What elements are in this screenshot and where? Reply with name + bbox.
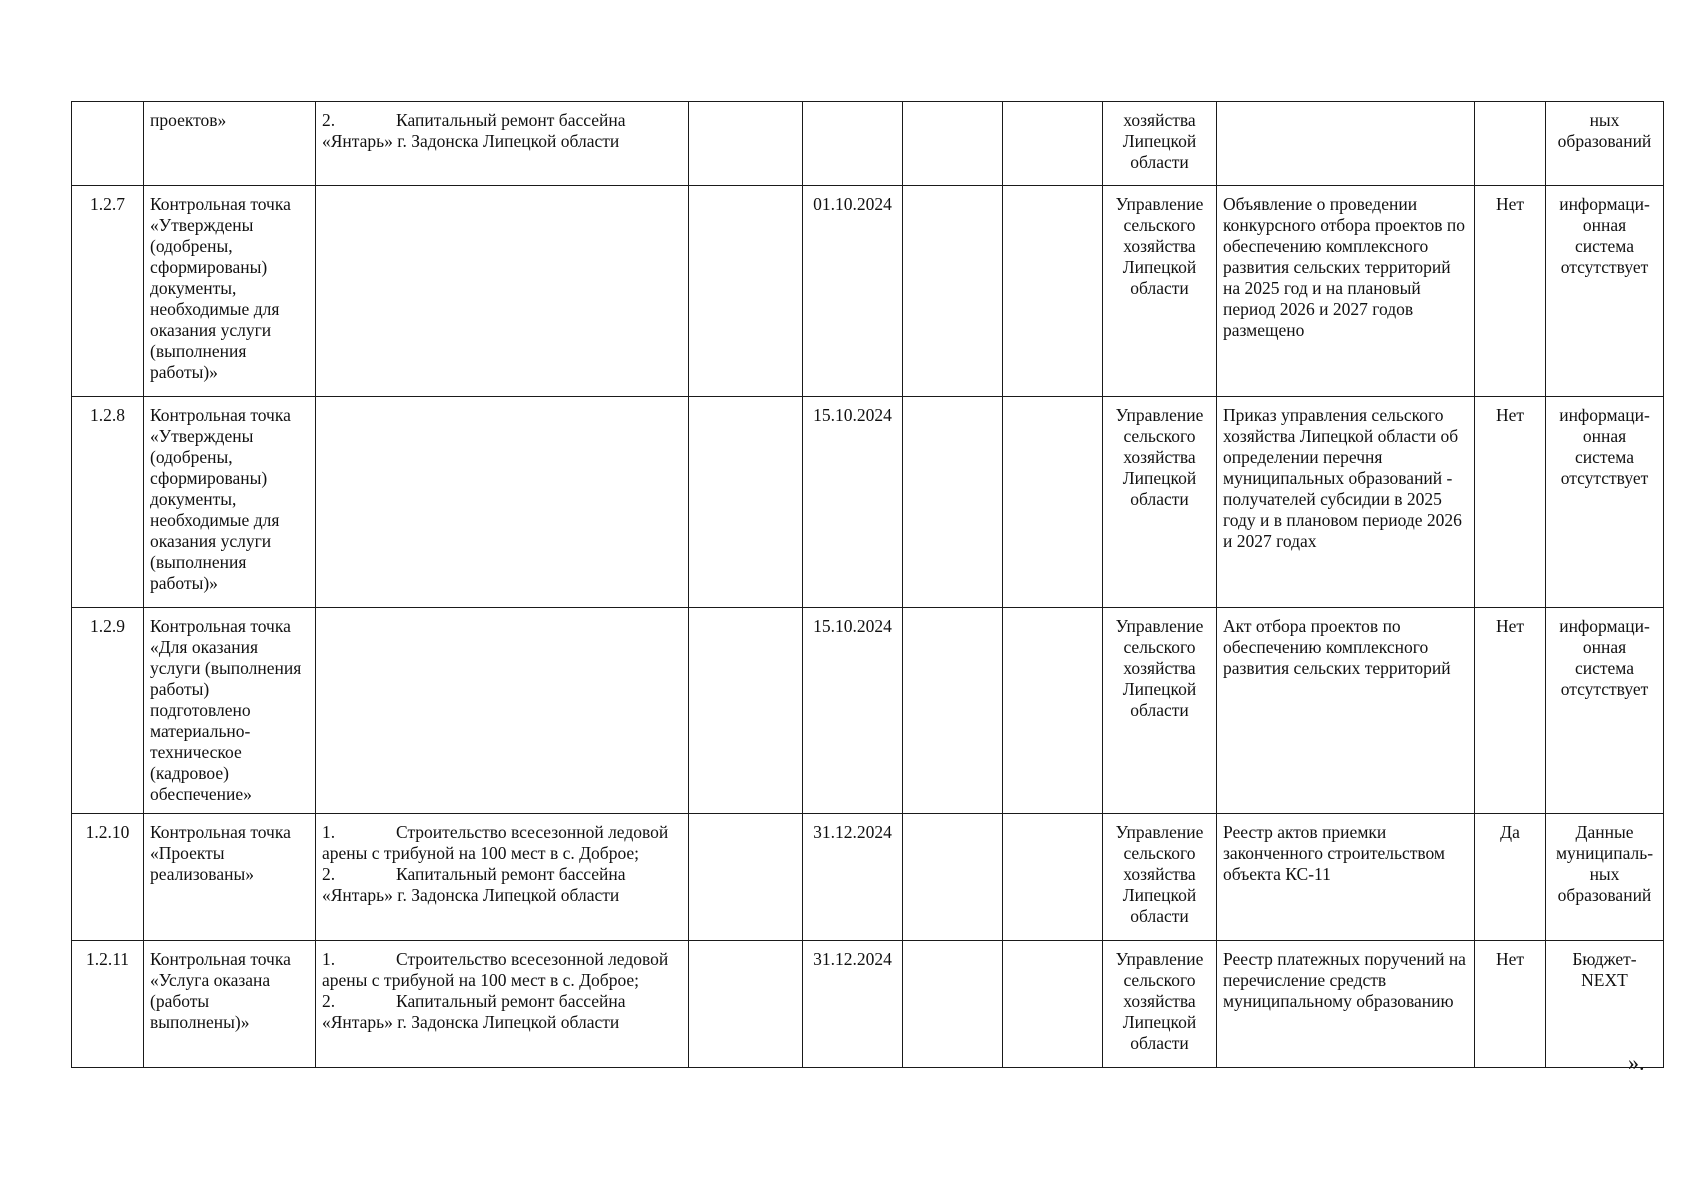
control-point-name: Контрольная точка «Услуга оказана (работы выполнены)» xyxy=(144,941,316,1068)
row-number: 1.2.9 xyxy=(72,608,144,814)
responsible-body: хозяйства Липецкой области xyxy=(1103,102,1217,186)
closing-quote-mark: ». xyxy=(1628,1050,1645,1075)
objects-list xyxy=(316,608,689,814)
due-date: 31.12.2024 xyxy=(803,941,903,1068)
confirming-document: Реестр платежных поручений на перечисление средств муниципальному образованию xyxy=(1217,941,1475,1068)
row-number: 1.2.7 xyxy=(72,186,144,397)
due-date xyxy=(803,102,903,186)
row-number: 1.2.11 xyxy=(72,941,144,1068)
confirming-document xyxy=(1217,102,1475,186)
empty-cell xyxy=(689,102,803,186)
object-item xyxy=(322,949,682,991)
object-item-number: 1. xyxy=(322,949,336,969)
yes-no-flag: Да xyxy=(1475,814,1546,941)
table-row xyxy=(72,186,1664,397)
empty-cell xyxy=(689,608,803,814)
object-item-number: 2. xyxy=(322,864,336,884)
object-item xyxy=(322,822,682,864)
empty-cell xyxy=(689,814,803,941)
table-row xyxy=(72,102,1664,186)
objects-list xyxy=(316,102,689,186)
due-date: 15.10.2024 xyxy=(803,608,903,814)
yes-no-flag xyxy=(1475,102,1546,186)
empty-cell xyxy=(1003,608,1103,814)
table-row xyxy=(72,397,1664,608)
control-points-table xyxy=(71,101,1664,1068)
information-system: информаци-онная система отсутствует xyxy=(1546,397,1664,608)
responsible-body: Управление сельского хозяйства Липецкой области xyxy=(1103,941,1217,1068)
empty-cell xyxy=(689,941,803,1068)
yes-no-flag: Нет xyxy=(1475,186,1546,397)
object-item-number: 2. xyxy=(322,991,336,1011)
objects-list xyxy=(316,941,689,1068)
information-system: информаци-онная система отсутствует xyxy=(1546,186,1664,397)
information-system: информаци-онная система отсутствует xyxy=(1546,608,1664,814)
information-system: Данные муниципаль-ных образований xyxy=(1546,814,1664,941)
object-item-text: Строительство всесезонной ледовой арены с трибуной на 100 мест в с. Доброе; xyxy=(322,949,669,990)
yes-no-flag: Нет xyxy=(1475,397,1546,608)
empty-cell xyxy=(1003,186,1103,397)
yes-no-flag: Нет xyxy=(1475,608,1546,814)
object-item-text: Капитальный ремонт бассейна «Янтарь» г. Задонска Липецкой области xyxy=(322,110,626,151)
table-body xyxy=(72,102,1664,1068)
object-item-number: 2. xyxy=(322,110,336,130)
object-item-text: Капитальный ремонт бассейна «Янтарь» г. Задонска Липецкой области xyxy=(322,991,626,1032)
empty-cell xyxy=(903,397,1003,608)
table-row xyxy=(72,608,1664,814)
object-item-number: 1. xyxy=(322,822,336,842)
responsible-body: Управление сельского хозяйства Липецкой области xyxy=(1103,608,1217,814)
responsible-body: Управление сельского хозяйства Липецкой области xyxy=(1103,814,1217,941)
empty-cell xyxy=(689,397,803,608)
row-number xyxy=(72,102,144,186)
control-point-name: Контрольная точка «Проекты реализованы» xyxy=(144,814,316,941)
control-point-name: Контрольная точка «Утверждены (одобрены, сформированы) документы, необходимые для оказания услуги (выполнения работы)» xyxy=(144,186,316,397)
control-point-name: Контрольная точка «Для оказания услуги (выполнения работы) подготовлено материально-техническое (кадровое) обеспечение» xyxy=(144,608,316,814)
control-point-name: Контрольная точка «Утверждены (одобрены, сформированы) документы, необходимые для оказания услуги (выполнения работы)» xyxy=(144,397,316,608)
objects-list xyxy=(316,186,689,397)
due-date: 31.12.2024 xyxy=(803,814,903,941)
object-item xyxy=(322,110,682,152)
table-row xyxy=(72,814,1664,941)
due-date: 01.10.2024 xyxy=(803,186,903,397)
empty-cell xyxy=(903,814,1003,941)
objects-list xyxy=(316,397,689,608)
confirming-document: Приказ управления сельского хозяйства Липецкой области об определении перечня муниципальных образований - получателей субсидии в 2025 году и в плановом периоде 2026 и 2027 годах xyxy=(1217,397,1475,608)
confirming-document: Объявление о проведении конкурсного отбора проектов по обеспечению комплексного развития сельских территорий на 2025 год и на плановый период 2026 и 2027 годов размещено xyxy=(1217,186,1475,397)
information-system: ных образований xyxy=(1546,102,1664,186)
due-date: 15.10.2024 xyxy=(803,397,903,608)
confirming-document: Акт отбора проектов по обеспечению комплексного развития сельских территорий xyxy=(1217,608,1475,814)
empty-cell xyxy=(1003,397,1103,608)
object-item xyxy=(322,991,682,1033)
empty-cell xyxy=(903,186,1003,397)
empty-cell xyxy=(1003,102,1103,186)
empty-cell xyxy=(903,102,1003,186)
responsible-body: Управление сельского хозяйства Липецкой области xyxy=(1103,186,1217,397)
row-number: 1.2.8 xyxy=(72,397,144,608)
object-item-text: Капитальный ремонт бассейна «Янтарь» г. Задонска Липецкой области xyxy=(322,864,626,905)
confirming-document: Реестр актов приемки законченного строительством объекта КС-11 xyxy=(1217,814,1475,941)
object-item-text: Строительство всесезонной ледовой арены с трибуной на 100 мест в с. Доброе; xyxy=(322,822,669,863)
empty-cell xyxy=(1003,814,1103,941)
objects-list xyxy=(316,814,689,941)
table-row xyxy=(72,941,1664,1068)
empty-cell xyxy=(903,941,1003,1068)
empty-cell xyxy=(1003,941,1103,1068)
responsible-body: Управление сельского хозяйства Липецкой области xyxy=(1103,397,1217,608)
empty-cell xyxy=(903,608,1003,814)
row-number: 1.2.10 xyxy=(72,814,144,941)
object-item xyxy=(322,864,682,906)
empty-cell xyxy=(689,186,803,397)
yes-no-flag: Нет xyxy=(1475,941,1546,1068)
control-point-name: проектов» xyxy=(144,102,316,186)
information-system: Бюджет-NEXT xyxy=(1546,941,1664,1068)
